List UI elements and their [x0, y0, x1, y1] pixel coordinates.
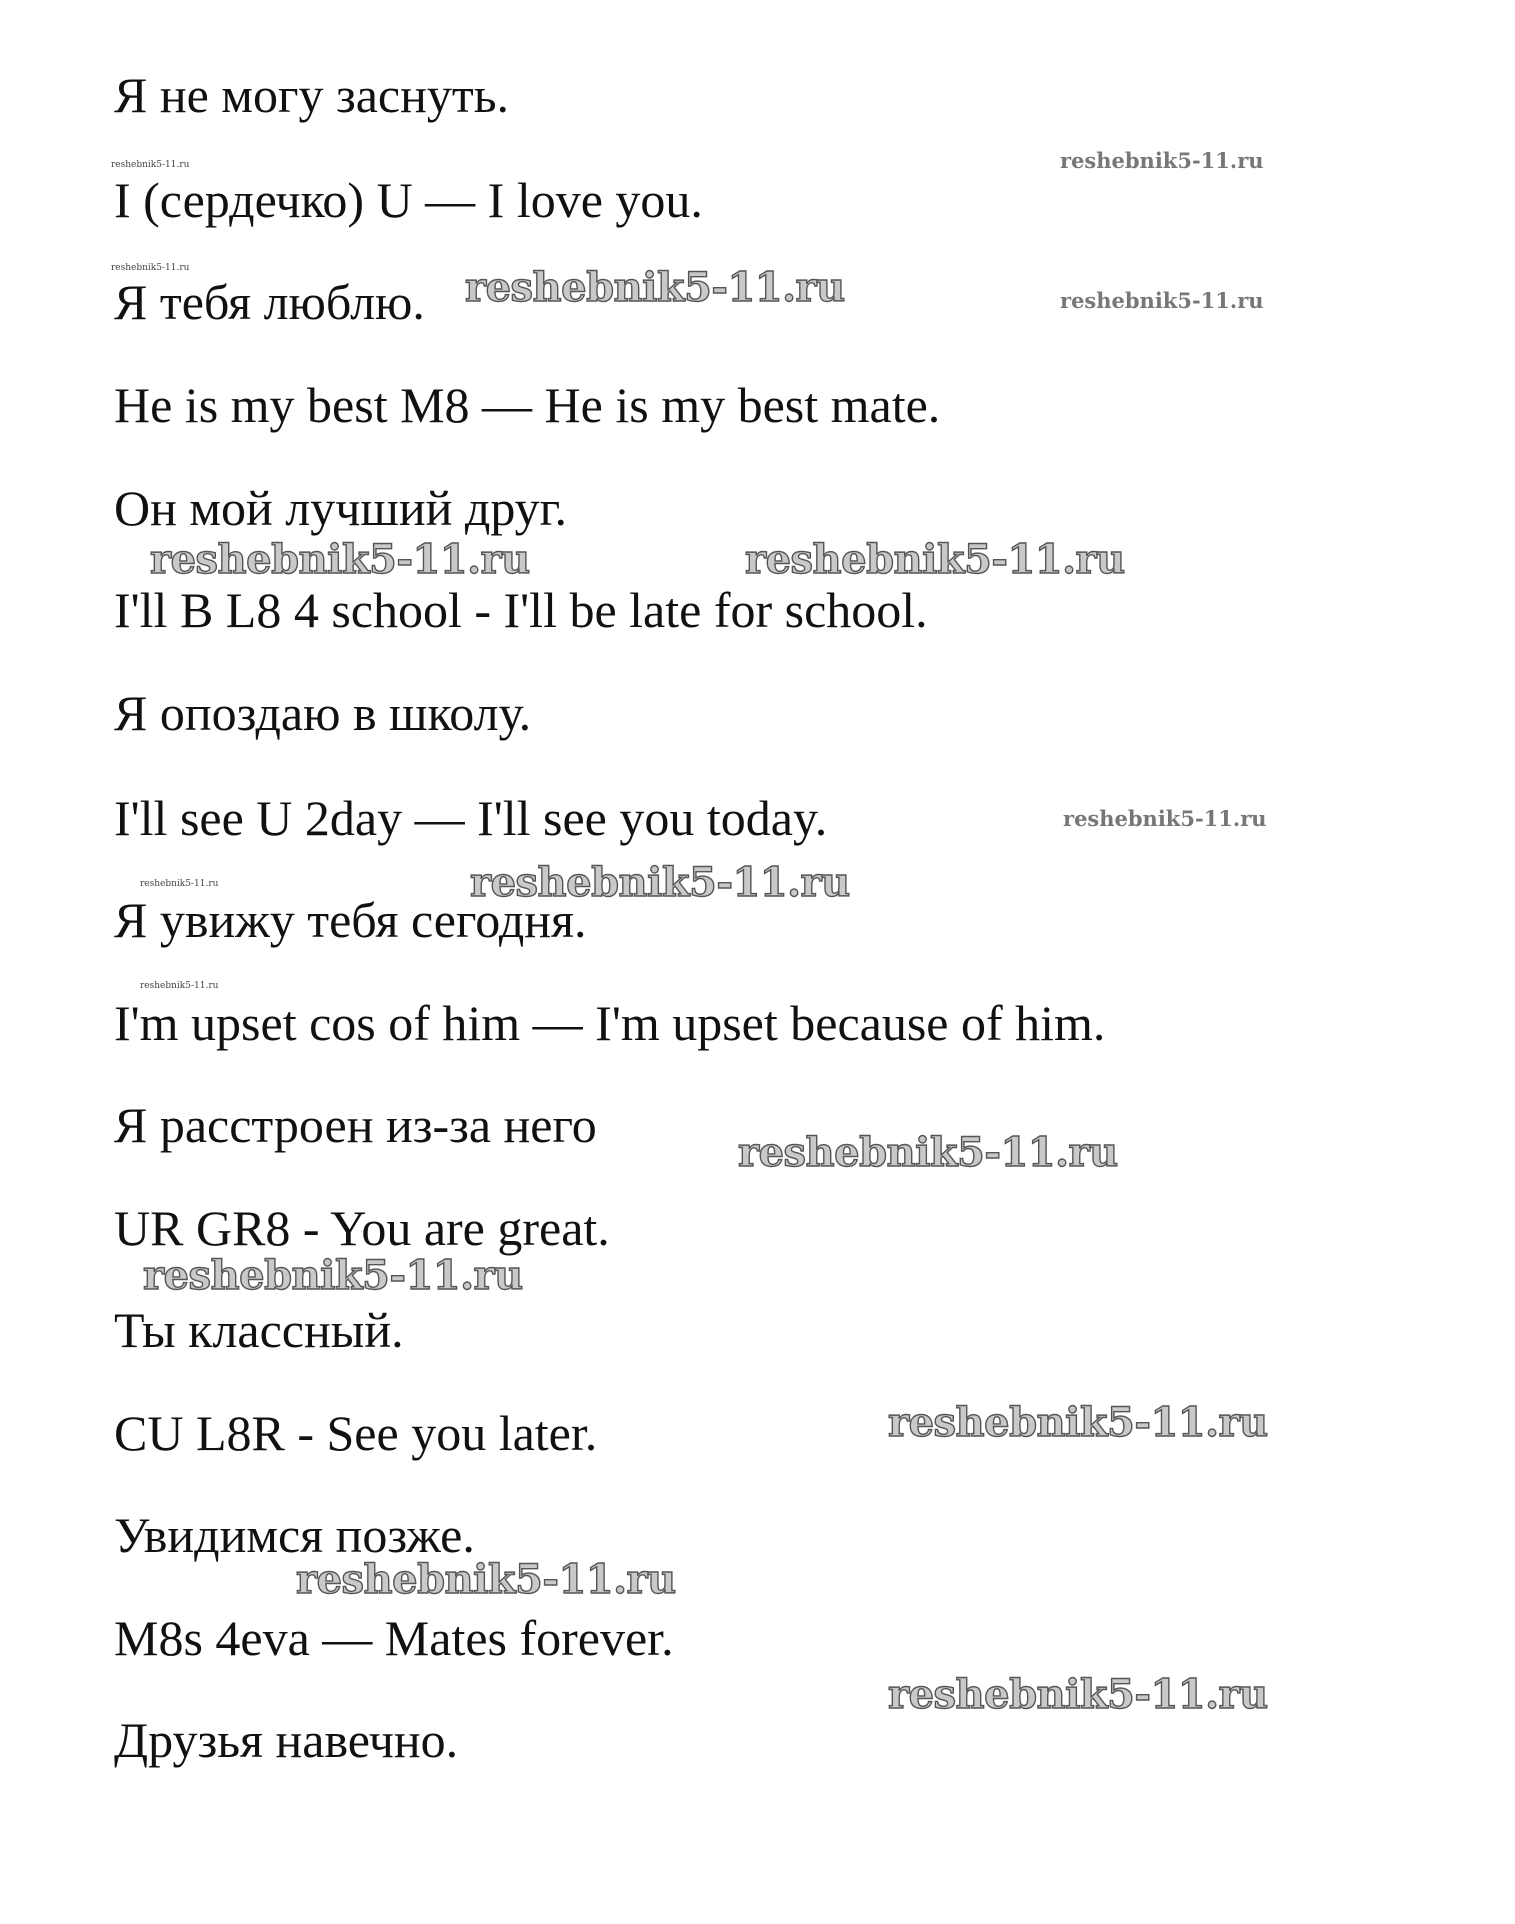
text-line: Ты классный. — [114, 1302, 404, 1358]
watermark: reshebnik5-11.ru — [1063, 806, 1267, 831]
text-line: CU L8R - See you later. — [114, 1405, 598, 1461]
watermark: reshebnik5-11.ru — [296, 1556, 676, 1603]
watermark: reshebnik5-11.ru — [140, 879, 219, 889]
watermark: reshebnik5-11.ru — [465, 264, 845, 311]
watermark: reshebnik5-11.ru — [111, 160, 190, 170]
watermark: reshebnik5-11.ru — [143, 1252, 523, 1299]
text-line: Он мой лучший друг. — [114, 480, 568, 536]
watermark: reshebnik5-11.ru — [745, 536, 1125, 583]
text-line: Я увижу тебя сегодня. — [114, 892, 587, 948]
text-line: Друзья навечно. — [114, 1712, 459, 1768]
watermark: reshebnik5-11.ru — [1060, 148, 1264, 173]
text-line: I (сердечко) U — I love you. — [114, 172, 703, 228]
text-line: Увидимся позже. — [114, 1507, 475, 1563]
text-line: UR GR8 - You are great. — [114, 1200, 610, 1256]
watermark: reshebnik5-11.ru — [888, 1399, 1268, 1446]
watermark: reshebnik5-11.ru — [140, 981, 219, 991]
text-line: Я опоздаю в школу. — [114, 685, 532, 741]
text-line: I'm upset cos of him — I'm upset because of him. — [114, 995, 1106, 1051]
watermark: reshebnik5-11.ru — [470, 859, 850, 906]
watermark: reshebnik5-11.ru — [150, 536, 530, 583]
text-line: Я тебя люблю. — [114, 274, 425, 330]
watermark: reshebnik5-11.ru — [738, 1129, 1118, 1176]
text-line: Я не могу заснуть. — [114, 67, 509, 123]
text-line: I'll see U 2day — I'll see you today. — [114, 790, 828, 846]
watermark: reshebnik5-11.ru — [1060, 288, 1264, 313]
text-line: I'll B L8 4 school - I'll be late for school. — [114, 582, 928, 638]
text-line: M8s 4eva — Mates forever. — [114, 1610, 674, 1666]
text-line: He is my best M8 — He is my best mate. — [114, 377, 941, 433]
watermark: reshebnik5-11.ru — [111, 263, 190, 273]
text-line: Я расстроен из-за него — [114, 1097, 597, 1153]
watermark: reshebnik5-11.ru — [888, 1671, 1268, 1718]
